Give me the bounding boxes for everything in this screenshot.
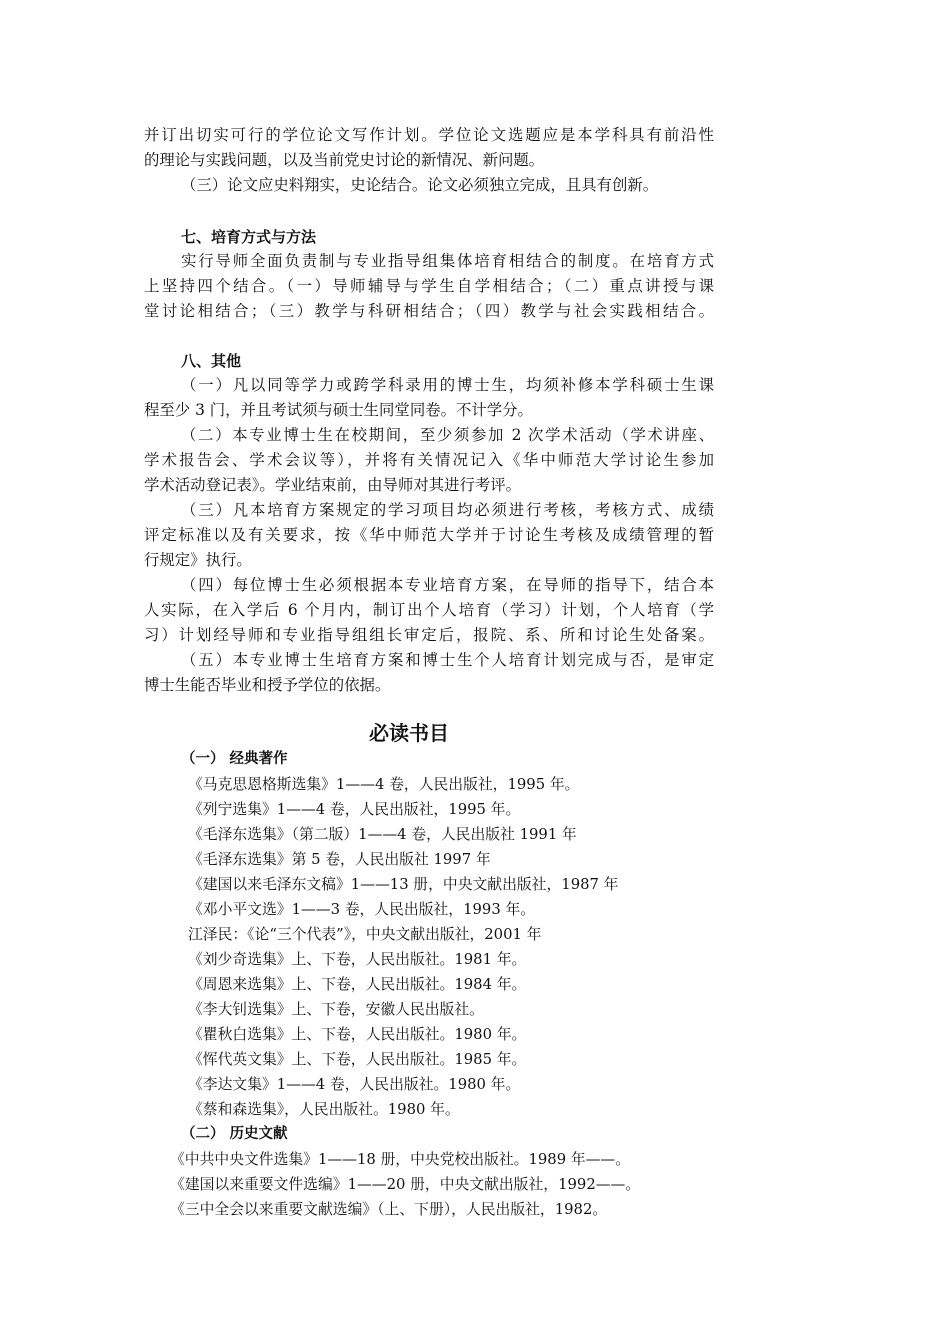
section-8-line-4: 学术报告会、学术会议等），并将有关情况记入《华中师范大学讨论生参加 — [144, 451, 714, 469]
book-item: 江泽民：《论“三个代表”》，中央文献出版社，2001 年 — [188, 926, 542, 943]
intro-line-3: （三）论文应史料翔实，史论结合。论文必须独立完成，且具有创新。 — [181, 176, 659, 194]
classics-heading: （一） 经典著作 — [181, 751, 288, 767]
book-item: 《列宁选集》1——4 卷，人民出版社，1995 年。 — [188, 801, 521, 818]
book-item: 《周恩来选集》上、下卷，人民出版社。1984 年。 — [188, 976, 527, 993]
book-item: 《瞿秋白选集》上、下卷，人民出版社。1980 年。 — [188, 1026, 527, 1043]
book-item: 《李达文集》1——4 卷，人民出版社。1980 年。 — [188, 1076, 521, 1093]
section-8-line-2: 程至少 3 门，并且考试须与硕士生同堂同卷。不计学分。 — [144, 401, 533, 419]
history-heading: （二） 历史文献 — [181, 1126, 288, 1142]
section-8-heading: 八、其他 — [181, 352, 242, 370]
document-item: 《三中全会以来重要文献选编》（上、下册），人民出版社，1982。 — [170, 1201, 608, 1218]
section-8-line-12: （五）本专业博士生培育方案和博士生个人培育计划完成与否，是审定 — [181, 651, 714, 669]
section-8-line-9: （四）每位博士生必须根据本专业培育方案，在导师的指导下，结合本 — [181, 576, 714, 594]
book-item: 《邓小平文选》1——3 卷，人民出版社，1993 年。 — [188, 901, 536, 918]
book-item: 《马克思恩格斯选集》1——4 卷，人民出版社，1995 年。 — [188, 776, 580, 793]
document-item: 《中共中央文件选集》1——18 册，中央党校出版社。1989 年——。 — [170, 1151, 631, 1168]
book-item: 《恽代英文集》上、下卷，人民出版社。1985 年。 — [188, 1051, 527, 1068]
section-7-line-1: 实行导师全面负责制与专业指导组集体培育相结合的制度。在培育方式 — [181, 252, 714, 270]
section-8-line-6: （三）凡本培育方案规定的学习项目均必须进行考核，考核方式、成绩 — [181, 501, 714, 519]
section-7-line-2: 上坚持四个结合。（一）导师辅导与学生自学相结合；（二）重点讲授与课 — [144, 277, 714, 295]
section-7-heading: 七、培育方式与方法 — [181, 228, 317, 246]
intro-line-2: 的理论与实践问题，以及当前党史讨论的新情况、新问题。 — [144, 151, 545, 169]
section-8-line-10: 人实际，在入学后 6 个月内，制订出个人培育（学习）计划，个人培育（学 — [144, 601, 714, 619]
book-item: 《刘少奇选集》上、下卷，人民出版社。1981 年。 — [188, 951, 527, 968]
section-8-line-8: 行规定》执行。 — [144, 551, 252, 569]
section-8-line-11: 习）计划经导师和专业指导组组长审定后，报院、系、所和讨论生处备案。 — [144, 626, 714, 644]
book-item: 《建国以来毛泽东文稿》1——13 册，中央文献出版社，1987 年 — [188, 876, 619, 893]
reading-list-title: 必读书目 — [369, 721, 449, 745]
document-item: 《建国以来重要文件选编》1——20 册，中央文献出版社，1992——。 — [170, 1176, 641, 1193]
book-item: 《毛泽东选集》第 5 卷，人民出版社 1997 年 — [188, 851, 491, 868]
intro-line-1: 并订出切实可行的学位论文写作计划。学位论文选题应是本学科具有前沿性 — [144, 126, 714, 144]
section-7-line-3: 堂讨论相结合；（三）教学与科研相结合；（四）教学与社会实践相结合。 — [144, 302, 714, 320]
section-8-line-1: （一）凡以同等学力或跨学科录用的博士生，均须补修本学科硕士生课 — [181, 376, 714, 394]
section-8-line-7: 评定标准以及有关要求，按《华中师范大学并于讨论生考核及成绩管理的暂 — [144, 526, 714, 544]
book-item: 《蔡和森选集》，人民出版社。1980 年。 — [188, 1101, 460, 1118]
section-8-line-5: 学术活动登记表》。学业结束前，由导师对其进行考评。 — [144, 476, 522, 494]
section-8-line-3: （二）本专业博士生在校期间，至少须参加 2 次学术活动（学术讲座、 — [181, 426, 714, 444]
book-item: 《毛泽东选集》（第二版）1——4 卷，人民出版社 1991 年 — [188, 826, 577, 843]
section-8-line-13: 博士生能否毕业和授予学位的依据。 — [144, 676, 391, 694]
book-item: 《李大钊选集》上、下卷，安徽人民出版社。 — [188, 1001, 484, 1018]
